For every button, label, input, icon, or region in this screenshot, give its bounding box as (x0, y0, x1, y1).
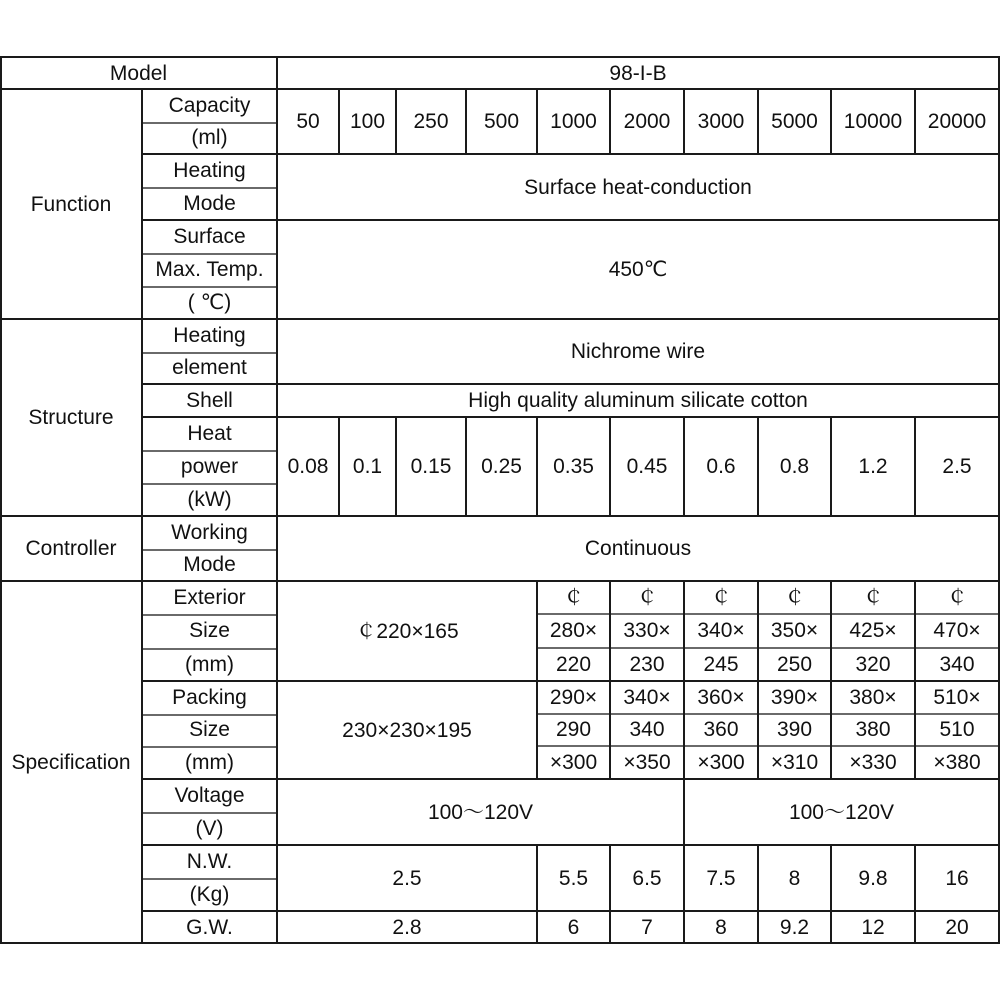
param-heating-mode-line: Mode (183, 192, 236, 215)
capacity-value: 10000 (843, 110, 903, 133)
exterior-size-value-line: 470× (933, 619, 981, 643)
model-label: Model (109, 61, 168, 85)
exterior-size-value-line: 220 (555, 652, 592, 676)
model-value: 98-I-B (609, 61, 667, 85)
heat-power-value: 0.45 (626, 455, 668, 478)
param-voltage (142, 779, 277, 845)
param-packing-size-line: Size (189, 718, 230, 742)
param-heating-mode-line: Heating (173, 159, 246, 182)
param-surface-max-temp-line: ( ℃) (187, 291, 232, 314)
capacity-value: 1000 (550, 110, 597, 133)
packing-size-value-line: 290× (549, 685, 598, 709)
packing-size-value (537, 681, 610, 779)
capacity-value: 3000 (697, 110, 745, 133)
packing-size-value-line: ×330 (849, 751, 897, 775)
surface-max-temp-value: 450℃ (608, 258, 668, 281)
heat-power-value: 0.25 (481, 455, 522, 478)
capacity-value: 500 (483, 110, 520, 133)
exterior-size-value-line: 330× (623, 619, 671, 643)
packing-size-value-line: 380× (849, 685, 897, 709)
nw-small-value: 2.5 (392, 866, 422, 890)
param-capacity-line: (ml) (191, 126, 228, 150)
exterior-size-value-line: 320 (855, 652, 891, 676)
param-voltage-line: Voltage (174, 784, 245, 807)
packing-size-value-line: 360× (697, 685, 745, 709)
section-structure: Structure (28, 406, 114, 429)
heat-power-value: 1.2 (858, 455, 888, 478)
packing-size-value (684, 681, 758, 779)
section-function: Function (30, 192, 112, 216)
packing-size-value-line: 390× (770, 685, 819, 709)
param-heat-power-line: (kW) (187, 488, 232, 511)
param-nw-line: N.W. (186, 850, 233, 873)
exterior-size-value (915, 581, 999, 681)
packing-size-value-line: ×310 (770, 751, 819, 775)
exterior-size-value-line: ￠ (636, 586, 658, 610)
heat-power-value: 2.5 (942, 455, 972, 478)
exterior-size-value-line: ￠ (862, 586, 884, 610)
nw-value: 7.5 (706, 866, 736, 890)
section-specification: Specification (11, 750, 131, 774)
param-heating-element (142, 319, 277, 384)
param-heat-power-line: Heat (187, 422, 232, 445)
exterior-size-value (831, 581, 915, 681)
packing-size-value-line: 360 (703, 718, 739, 742)
capacity-value: 50 (296, 110, 320, 133)
gw-value: 6 (567, 915, 580, 939)
packing-size-value-line: 390 (776, 718, 813, 742)
packing-size-value-line: 510× (933, 685, 981, 709)
voltage-value-a: 100～120V (427, 800, 534, 824)
param-heating-element-line: Heating (173, 323, 246, 347)
capacity-value: 250 (413, 110, 449, 133)
param-working-mode (142, 516, 277, 581)
param-surface-max-temp (142, 220, 277, 319)
nw-value: 5.5 (558, 866, 589, 890)
param-heat-power-line: power (180, 455, 239, 478)
param-exterior-size-line: Size (189, 619, 230, 643)
param-gw (142, 911, 277, 943)
exterior-size-value-line: ￠ (563, 586, 584, 610)
heat-power-value: 0.08 (287, 455, 329, 478)
packing-size-value-line: ×380 (933, 751, 981, 775)
param-shell-line: Shell (186, 389, 233, 412)
packing-size-value (915, 681, 999, 779)
exterior-size-value (610, 581, 684, 681)
heat-power-value: 0.6 (706, 455, 736, 478)
param-voltage-line: (V) (195, 817, 224, 840)
nw-value: 6.5 (632, 866, 662, 890)
param-exterior-size-line: (mm) (185, 652, 234, 676)
exterior-size-value-line: 425× (849, 619, 897, 643)
capacity-value: 2000 (623, 110, 671, 133)
packing-size-value-line: 340× (623, 685, 671, 709)
exterior-size-value-line: 340× (697, 619, 745, 643)
voltage-value-b: 100～120V (788, 800, 895, 824)
gw-value: 9.2 (779, 915, 810, 939)
exterior-size-value-line: ￠ (784, 586, 805, 610)
packing-size-small-value: 230×230×195 (342, 718, 472, 742)
packing-size-value-line: 290 (555, 718, 592, 742)
param-working-mode-line: Mode (183, 553, 236, 577)
param-heat-power (142, 417, 277, 516)
packing-size-value-line: ×300 (697, 751, 745, 775)
heat-power-value: 0.35 (553, 455, 594, 478)
gw-value: 12 (861, 915, 885, 939)
packing-size-value-line: 510 (939, 718, 975, 742)
packing-size-value (831, 681, 915, 779)
heat-power-value: 0.15 (410, 455, 452, 478)
exterior-size-value-line: ￠ (710, 586, 732, 610)
exterior-size-value (684, 581, 758, 681)
packing-size-value (610, 681, 684, 779)
section-controller: Controller (25, 537, 117, 560)
nw-value: 9.8 (858, 866, 888, 890)
exterior-size-value-line: ￠ (946, 586, 968, 610)
packing-size-value-line: 380 (855, 718, 891, 742)
param-capacity-line: Capacity (168, 93, 251, 117)
exterior-size-value-line: 350× (770, 619, 819, 643)
gw-value: 7 (641, 915, 653, 939)
exterior-size-value-line: 230 (629, 652, 665, 676)
packing-size-value-line: ×300 (549, 751, 598, 775)
exterior-size-value-line: 280× (549, 619, 598, 643)
heat-power-value: 0.1 (352, 455, 383, 478)
heating-mode-value: Surface heat-conduction (524, 175, 752, 199)
param-nw (142, 845, 277, 911)
working-mode-value: Continuous (584, 537, 692, 560)
param-exterior-size-line: Exterior (173, 586, 246, 610)
param-packing-size (142, 681, 277, 779)
exterior-size-value (758, 581, 831, 681)
capacity-value: 20000 (927, 110, 987, 133)
gw-small-value: 2.8 (392, 915, 422, 939)
capacity-value: 5000 (771, 110, 818, 133)
param-heating-mode (142, 154, 277, 220)
param-gw-line: G.W. (186, 915, 233, 939)
exterior-size-value (537, 581, 610, 681)
param-heating-element-line: element (172, 356, 247, 380)
param-exterior-size (142, 581, 277, 681)
param-working-mode-line: Working (171, 520, 248, 544)
exterior-size-value-line: 250 (776, 652, 813, 676)
shell-value: High quality aluminum silicate cotton (468, 389, 808, 412)
param-packing-size-line: (mm) (185, 751, 234, 775)
heat-power-value: 0.8 (779, 455, 810, 478)
packing-size-value (758, 681, 831, 779)
exterior-size-value-line: 245 (703, 652, 739, 676)
capacity-value: 100 (349, 110, 386, 133)
packing-size-value-line: 340 (629, 718, 665, 742)
gw-value: 20 (945, 915, 969, 939)
nw-value: 16 (945, 866, 969, 890)
param-capacity (142, 89, 277, 154)
heating-element-value: Nichrome wire (570, 340, 706, 363)
nw-value: 8 (788, 866, 801, 890)
param-nw-line: (Kg) (189, 883, 230, 906)
param-surface-max-temp-line: Surface (173, 225, 246, 248)
packing-size-value-line: ×350 (623, 751, 671, 775)
exterior-size-value-line: 340 (939, 652, 975, 676)
param-surface-max-temp-line: Max. Temp. (155, 258, 264, 281)
param-shell (142, 384, 277, 417)
param-packing-size-line: Packing (172, 685, 247, 709)
exterior-size-small-value: ￠220×165 (355, 619, 459, 643)
gw-value: 8 (715, 915, 727, 939)
